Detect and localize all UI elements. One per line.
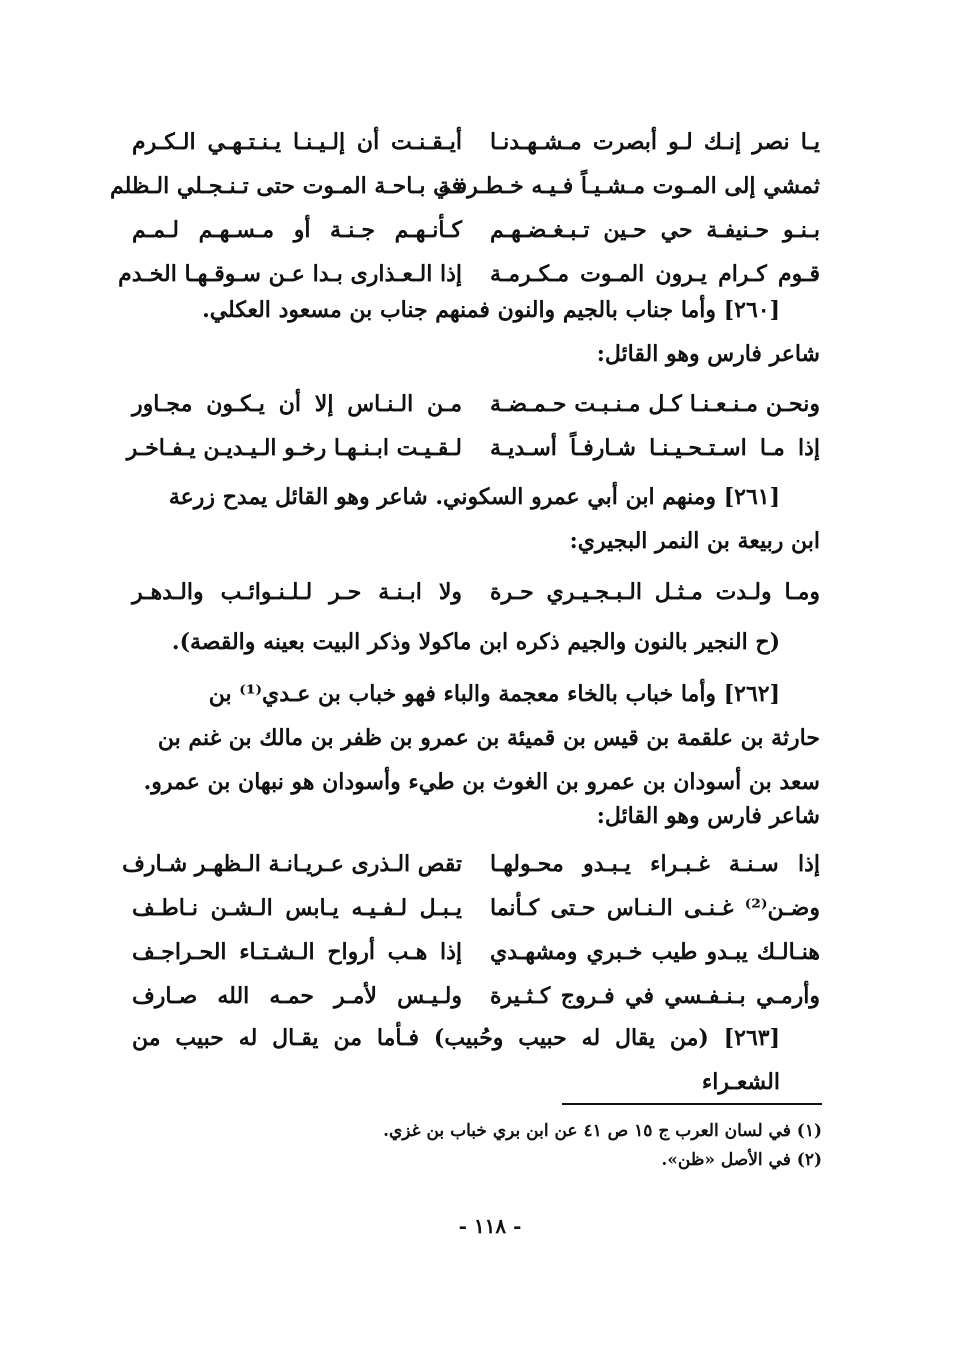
paragraph-line: ابن ربيعة بن النمر البجيري:: [569, 528, 820, 554]
hemistich-right: هنـالـك يبـدو طيب خـبري ومشهـدي: [490, 939, 820, 965]
hemistich-left: لـقـيـت ابـنـهـا رخـو الـيـديـن يـفـاخـر: [126, 435, 462, 461]
footnote-1: (١) في لسان العرب ج ١٥ ص ٤١ عن ابن بري خباب بن غزي.: [383, 1121, 822, 1141]
hemistich-right: بـنـو حـنيفـة حي حـين تـبـغـضـهـم: [490, 217, 820, 243]
hemistich-left: تقص الـذرى عـريـانـة الـظهـر شـارف: [122, 851, 462, 877]
paragraph-line: [٢٦١] ومنهم ابن أبي عمرو السكوني. شاعر وهو القائل يمدح زرعة: [168, 484, 780, 510]
poem-block-1: [109, 120, 820, 296]
hemistich-right: ونحـن مـنـعـنـا كـل مـنـبـت حـمـضـة: [490, 391, 820, 417]
poem-block-4: [122, 842, 820, 1018]
poem-line: [132, 120, 820, 164]
hemistich-left: في بـاحـة المـوت حتى تـنـجـلي الـظلم: [109, 173, 462, 199]
paragraph-line: [٢٦٠] وأما جناب بالجيم والنون فمنهم جناب بن مسعود العكلي.: [202, 297, 780, 323]
poem-line: [109, 164, 820, 208]
hemistich-left: كـأنـهـم جـنـة أو مـسـهـم لـمـم: [132, 217, 462, 243]
hemistich-right: إذا سـنـة غـبـراء يـبـدو محـولهـا: [490, 851, 820, 877]
hemistich-right: ثمشي إلى المـوت مـشـيـاً فـيـه خـطـرفـة: [438, 173, 820, 199]
hemistich-right: إذا مـا اسـتـحـيـنـا شـارفـاً أسـديـة: [490, 435, 820, 461]
poem-block-2: [126, 382, 820, 470]
paragraph-263: [132, 1016, 820, 1104]
page-number: - ١١٨ -: [458, 1214, 522, 1238]
hemistich-left: مـن الـنـاس إلا أن يـكـون مجـاور: [132, 391, 462, 417]
poem-line: [122, 842, 820, 886]
footnote-2: (٢) في الأصل «ظن».: [661, 1150, 822, 1170]
hemistich-left: أيـقـنـت أن إلـيـنـا يـنـتـهـي الـكـرم: [132, 129, 462, 155]
hemistich-left: يـبـل لـفـيـه يـابس الـشـن نـاطـف: [132, 895, 462, 921]
hemistich-left: إذا الـعـذارى بـدا عـن سـوقـهـا الخـدم: [118, 261, 462, 287]
hemistich-right: وضـن⁽²⁾ غـنـى الـنـاس حـتى كـأنما: [490, 895, 820, 921]
hemistich-left: إذا هـب أرواح الـشـتـاء الحـراجـف: [132, 939, 462, 965]
poem-line: [132, 930, 820, 974]
hemistich-left: ولا ابـنـة حـر لـلـنـوائـب والـدهـر: [132, 579, 462, 605]
poem-line: [132, 208, 820, 252]
poem-line: [132, 570, 820, 614]
paragraph-261: [132, 475, 820, 563]
paragraph-line: شاعر فارس وهو القائل:: [596, 803, 820, 829]
paragraph-line: [٢٦٢] وأما خباب بالخاء معجمة والباء فهو خباب بن عـدي⁽¹⁾ بن: [208, 681, 780, 707]
poem-line: [132, 974, 820, 1018]
paragraph-line: حارثة بن علقمة بن قيس بن قميئة بن عمرو بن ظفر بن مالك بن غنم بن: [157, 725, 820, 751]
footnotes: [330, 1117, 822, 1175]
note-line: (ح النجير بالنون والجيم ذكره ابن ماكولا وذكر البيت بعينه والقصة).: [171, 629, 780, 655]
paragraph-line: شاعر فارس وهو القائل:: [596, 341, 820, 367]
hemistich-left: ولـيـس لأمـر حمـه الله صـارف: [132, 983, 462, 1009]
paragraph-260: [132, 288, 820, 376]
footnote-divider: [562, 1103, 822, 1105]
poem-line: [132, 886, 820, 930]
editor-note: [132, 620, 820, 664]
paragraph-line: [٢٦٣] (من يقال له حبيب وحُبيب) فـأما من يقـال له حبيب من الشعـراء: [132, 1025, 780, 1095]
hemistich-right: يـا نصر إنـك لـو أبصرت مـشـهـدنـا: [490, 129, 820, 155]
paragraph-262: [132, 672, 820, 838]
hemistich-right: ومـا ولـدت مـثـل الـبـجـيـري حـرة: [490, 579, 820, 605]
poem-block-3: [132, 570, 820, 614]
paragraph-line: سعد بن أسودان بن عمرو بن الغوث بن طيء وأسودان هو نبهان بن عمرو.: [143, 769, 820, 795]
hemistich-right: وأرمـي بـنـفـسي في فـروج كـثـيرة: [490, 983, 820, 1009]
poem-line: [132, 382, 820, 426]
poem-line: [126, 426, 820, 470]
hemistich-right: قـوم كـرام يـرون المـوت مـكـرمـة: [490, 261, 820, 287]
